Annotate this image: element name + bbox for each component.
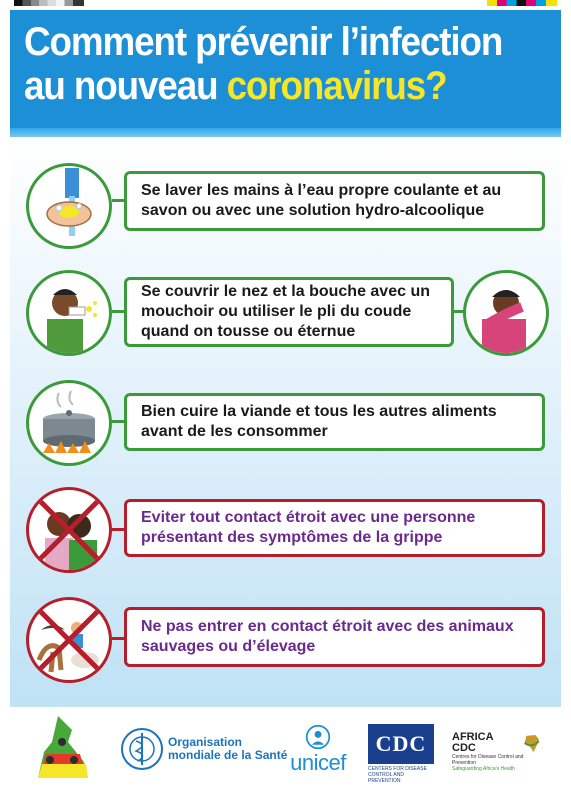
unicef-wordmark: unicef [290,750,346,775]
who-emblem-icon [120,727,164,771]
cdc-logo [368,724,434,784]
poster-title [24,20,512,108]
cameroon-logo [28,712,98,782]
unicef-logo [288,724,348,776]
print-color-bar [487,0,557,6]
handwashing-icon [26,163,112,249]
tip-card-5 [124,607,545,667]
cdc-subtitle: CENTERS FOR DISEASE CONTROL AND PREVENTION [368,766,427,784]
cdc-wordmark: CDC [375,731,427,756]
title-banner-stripe [10,128,561,137]
title-line-2-prefix: au nouveau [24,64,227,108]
cooking-pot-icon [26,380,112,466]
africa-cdc-subtitle-2: Safeguarding Africa's Health [452,766,515,772]
sneeze-cover-icon [26,270,112,356]
africa-cdc-wordmark: AFRICA CDC [452,731,494,754]
africa-cdc-subtitle-1: Centres for Disease Control and Prevention [452,754,524,766]
title-line-2 [24,64,512,108]
tip-text: Bien cuire la viande et tous les autres aliments avant de les consommer [141,403,497,440]
elbow-sneeze-icon [463,270,549,356]
tip-text: Eviter tout contact étroit avec une personne présentant des symptômes de la grippe [141,509,476,546]
africa-map-icon [521,732,543,754]
unicef-emblem-icon [305,724,331,750]
print-color-bar [14,0,84,6]
tip-text: Ne pas entrer en contact étroit avec des animaux sauvages ou d’élevage [141,618,514,655]
title-highlight: coronavirus? [226,64,447,108]
africa-cdc-logo [452,732,542,772]
no-close-contact-icon [26,487,112,573]
tip-card-4 [124,499,545,557]
no-animal-contact-icon [26,597,112,683]
who-logo [120,727,287,771]
tip-card-1 [124,171,545,231]
tip-text: Se laver les mains à l’eau propre coulante et au savon ou avec une solution hydro-alcoolique [141,182,502,219]
title-line-1: Comment prévenir l’infection [24,20,503,64]
tip-text: Se couvrir le nez et la bouche avec un mouchoir ou utiliser le pli du coude quand on tousse ou éternue [141,283,430,340]
tip-card-3 [124,393,545,451]
who-name-line-1: Organisation [168,735,243,749]
tip-card-2 [124,277,454,347]
who-name-line-2: mondiale de la Santé [168,748,288,762]
